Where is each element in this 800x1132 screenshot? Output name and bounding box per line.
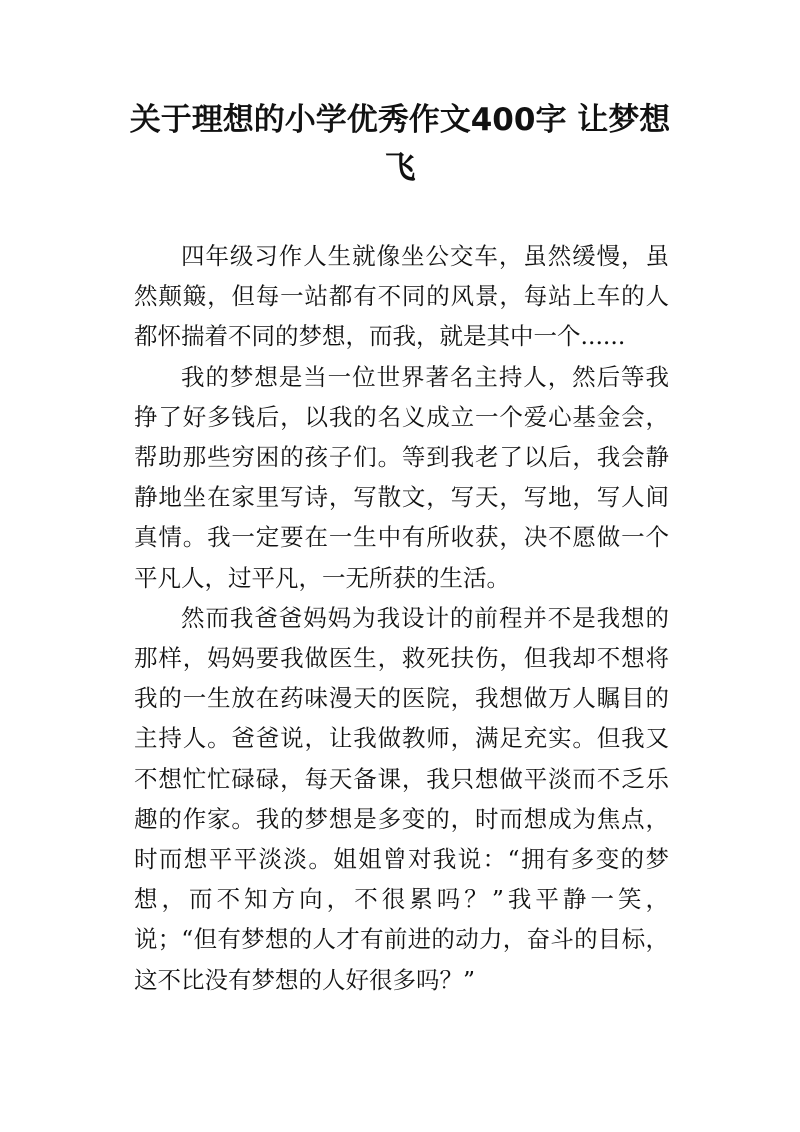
paragraph-2: 我的梦想是当一位世界著名主持人，然后等我挣了好多钱后，以我的名义成立一个爱心基金会，帮助那些穷困的孩子们。等到我老了以后，我会静静地坐在家里写诗，写散文，写天，写地，写人间真情。我一定要在一生中有所收获，决不愿做一个平凡人，过平凡，一无所获的生活。 bbox=[134, 362, 669, 592]
document-body bbox=[134, 236, 669, 1000]
paragraph-1: 四年级习作人生就像坐公交车，虽然缓慢，虽然颠簸，但每一站都有不同的风景，每站上车的人都怀揣着不同的梦想，而我，就是其中一个...... bbox=[134, 242, 669, 351]
document-title: 关于理想的小学优秀作文400字 让梦想飞 bbox=[129, 102, 671, 186]
paragraph-3: 然而我爸爸妈妈为我设计的前程并不是我想的那样，妈妈要我做医生，救死扶伤，但我却不想将我的一生放在药味漫天的医院，我想做万人瞩目的主持人。爸爸说，让我做教师，满足充实。但我又不想忙忙碌碌，每天备课，我只想做平淡而不乏乐趣的作家。我的梦想是多变的，时而想成为焦点，时而想平平淡淡。姐姐曾对我说：“拥有多变的梦想，而不知方向，不很累吗？”我平静一笑，说；“但有梦想的人才有前进的动力，奋斗的目标，这不比没有梦想的人好很多吗？” bbox=[134, 603, 669, 994]
